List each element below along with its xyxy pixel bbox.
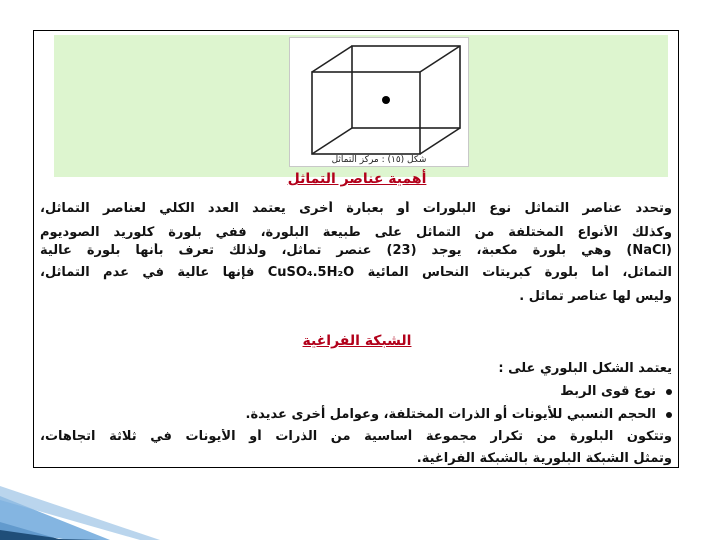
paragraph-line-1: وتحدد عناصر التماثل نوع البلورات أو بعبارة أخرى يعتمد العدد الكلي لعناصر التماثل، xyxy=(40,201,672,216)
paragraph-line-5: وليس لها عناصر تماثل . xyxy=(519,289,672,304)
section-title-space-lattice: الشبكة الفراغية xyxy=(302,333,412,349)
slide-content-frame xyxy=(33,30,679,468)
slide-corner-decoration xyxy=(0,460,170,540)
lattice-intro: يعتمد الشكل البلوري على : xyxy=(498,361,672,376)
paragraph-line-4: التماثل، أما بلورة كبريتات النحاس المائية CuSO₄.5H₂O فإنها عالية في عدم التماثل، xyxy=(40,265,672,280)
paragraph-line-2: وكذلك الأنواع المختلفة من التماثل على طبيعة البلورة، ففي بلورة كلوريد الصوديوم xyxy=(40,225,672,240)
center-point xyxy=(382,96,390,104)
paragraph-line-3: (NaCl) وهي بلورة مكعبة، يوجد (23) عنصر تماثل، ولذلك تعرف بأنها بلورة عالية xyxy=(40,243,672,258)
bullet-item-2: الحجم النسبي للأيونات أو الذرات المختلفة، وعوامل أخرى عديدة. xyxy=(246,407,672,422)
figure-panel xyxy=(54,35,668,177)
center-of-symmetry-cube-diagram xyxy=(290,38,470,168)
bullet-dot-icon xyxy=(666,412,672,418)
paragraph-line-6: وتتكون البلورة من تكرار مجموعة أساسية من الذرات أو الأيونات في ثلاثة اتجاهات، xyxy=(40,429,672,444)
cube-figure xyxy=(289,37,469,167)
figure-caption: شكل (١٥) : مركز التماثل xyxy=(331,155,427,165)
bullet-dot-icon xyxy=(666,389,672,395)
bullet-item-1: نوع قوى الربط xyxy=(560,384,672,399)
section-title-symmetry-importance: أهمية عناصر التماثل xyxy=(287,171,427,187)
paragraph-line-7: وتمثل الشبكة البلورية بالشبكة الفراغية. xyxy=(416,451,672,466)
